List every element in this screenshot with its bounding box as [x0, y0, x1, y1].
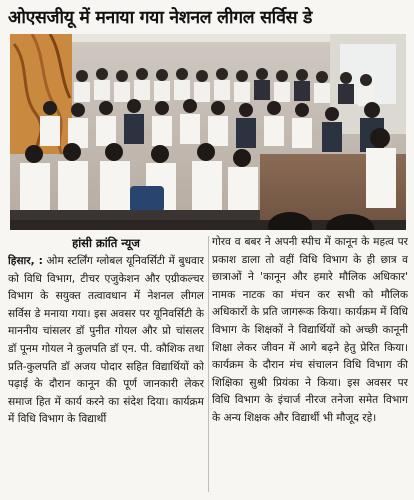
photo-students-image	[10, 34, 406, 230]
article-byline: हांसी क्रांति न्यूज	[72, 236, 140, 250]
article-column-left	[8, 234, 204, 496]
article-text-right: गोरव व बबर ने अपनी स्पीच में कानून के महत्व पर प्रकाश डाला तो वहीं विधि विभाग के ही छात्र व छात्राओं ने 'कानून और हमारे मौलिक अधिकार' नामक नाटक का मंचन कर सभी को मौलिक अधिकारों के प्रति जागरूक किया। कार्यक्रम में विधि विभाग के शिक्षकों ने विद्यार्थियों को अच्छी कानूनी शिक्षा लेकर जीवन में आगे बढ़ने हेतु प्रेरित किया। कार्यक्रम के दौरान मंच संचालन विधि विभाग की शिक्षिका सुश्री प्रियंका ने किया। इस अवसर पर विधि विभाग के इंचार्ज नीरज तनेजा समेत विभाग के अन्य शिक्षक और विद्यार्थी भी मौजूद रहे।	[212, 236, 408, 424]
article-text-left: ओम स्टर्लिंग ग्लोबल यूनिवर्सिटी में बुधवार को विधि विभाग, टीचर एजुकेशन और एग्रीकल्चर विभाग के सयुक्त तत्वावधान में नेशनल लीगल सर्विस डे मनाया गया। इस अवसर पर यूनिवर्सिटी के माननीय चांसलर डॉ पुनीत गोयल और प्रो चांसलर डॉ पूनम गोयल ने कुलपति डॉ एन. पी. कौशिक तथा प्रति-कुलपति डॉ अजय पोदार सहित विद्यार्थियों को पढ़ाई के दौरान कानून की पूर्ण जानकारी लेकर समाज हित में कार्य करने का संदेश दिया। कार्यक्रम में विधि विभाग के विद्यार्थी	[8, 255, 204, 426]
article-photo	[10, 34, 406, 230]
article-dateline: हिसार, :	[8, 255, 43, 267]
article-body	[8, 234, 408, 496]
article-headline: ओएसजीयू में मनाया गया नेशनल लीगल सर्विस डे	[8, 8, 313, 28]
article-column-right	[212, 234, 408, 496]
column-divider	[208, 236, 209, 492]
